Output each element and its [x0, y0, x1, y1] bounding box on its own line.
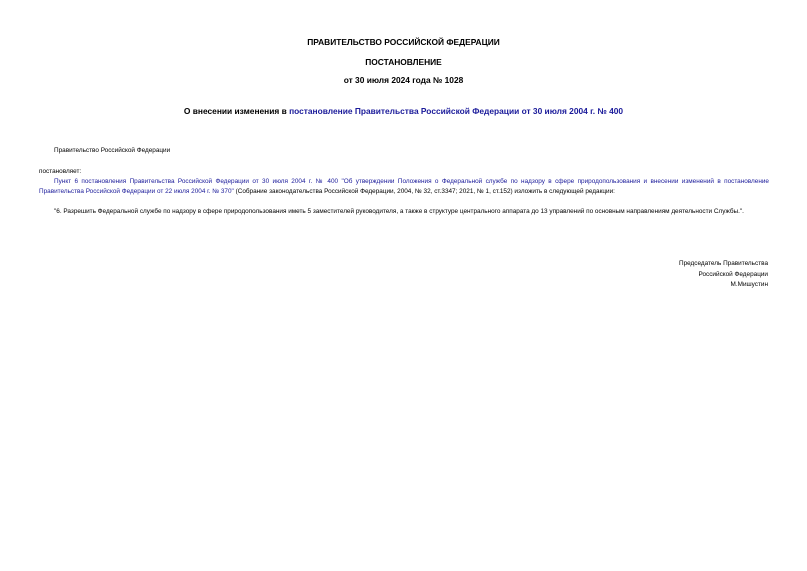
government-header: ПРАВИТЕЛЬСТВО РОССИЙСКОЙ ФЕДЕРАЦИИ	[307, 37, 500, 47]
signature-organization: Российской Федерации	[698, 270, 768, 278]
paragraph-1	[39, 177, 769, 197]
signature-name: М.Мишустин	[730, 281, 768, 288]
paragraph-2: "6. Разрешить Федеральной службе по надзору в сфере природопользования иметь 5 заместителей руководителя, а также в структуре центрального аппарата до 13 управлений по основным направлениям деятельности Службы.".	[54, 208, 744, 215]
signature-block	[679, 259, 768, 291]
decrees-word: постановляет:	[39, 168, 82, 175]
title-prefix: О внесении изменения в	[183, 106, 290, 116]
document-date-number: от 30 июля 2024 года № 1028	[343, 75, 464, 85]
document-title	[0, 106, 807, 116]
document-type: ПОСТАНОВЛЕНИЕ	[365, 57, 442, 67]
signature-position: Председатель Правительства	[679, 260, 768, 267]
title-link[interactable]: постановление Правительства Российской Федерации от 30 июля 2004 г. № 400	[289, 106, 624, 116]
paragraph-1-text: (Собрание законодательства Российской Федерации, 2004, № 32, ст.3347; 2021, № 1, ст.152) изложить в следующей редакции:	[233, 188, 615, 195]
paragraph-1-link[interactable]: Пункт 6 постановления Правительства Российской Федерации от 30 июля 2004 г. № 400 "Об утверждении Положения о Федеральной службе по надзору в сфере природопользования и внесении изменений в постановление Правительства Российской Федерации от 22 июля 2004 г. № 370"	[39, 178, 769, 195]
government-subject: Правительство Российской Федерации	[54, 147, 171, 154]
